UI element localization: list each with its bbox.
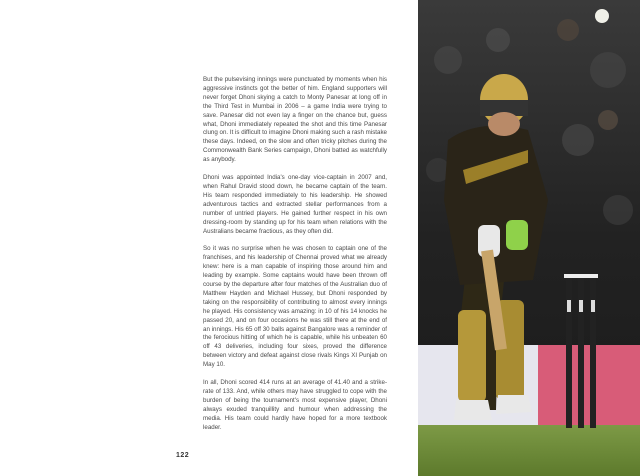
- paragraph: Dhoni was appointed India's one-day vice-captain in 2007 and, when Rahul Dravid stood down, he became captain of the team. His team responded immediately to his leadership. He showed adventurous tactics and extracted stellar performances from a number of untried players. He gained further respect in his own dressing-room by standing up for his team when relations with the Australians became fractious, as they often did.: [203, 174, 387, 235]
- paragraph: In all, Dhoni scored 414 runs at an average of 41.40 and a strike-rate of 133. And, while others may have struggled to cope with the burden of being the tournament's most expensive player, Dhoni always exuded tranquillity and humour when addressing the media. His team could hardly have hoped for a more textbook leader.: [203, 379, 387, 431]
- paragraph: So it was no surprise when he was chosen to captain one of the franchises, and his leadership of Chennai proved what we already knew: here is a man capable of inspiring those around him and leading by example. Some captains would have been thrown off course by the departure after four matches of the Australian duo of Matthew Hayden and Michael Hussey, but Dhoni responded by taking on the responsibility of contributing to almost every innings he played. His consistency was amazing: in 10 of his 14 knocks he passed 20, and on four occasions he was still there at the end of an innings. His 65 off 30 balls against Bangalore was a reminder of the ferocious hitting of which he is capable, while his unbeaten 60 off 43 deliveries, including four sixes, proved the difference between victory and defeat against close rivals Kings XI Punjab on May 10.: [203, 245, 387, 369]
- photo-illustration: [418, 0, 640, 476]
- stumps: [564, 274, 598, 428]
- pitch: [418, 425, 640, 476]
- ball: [595, 9, 609, 23]
- cricketer-photo: [418, 0, 640, 476]
- article-body: [203, 76, 387, 442]
- paragraph: But the pulsevising innings were punctuated by moments when his aggressive instincts got the better of him. England supporters will never forget Dhoni skying a catch to Monty Panesar at long off in the Third Test in Mumbai in 2006 – a game India were trying to save. Panesar did not even lay a finger on the chance but, guess what, Dhoni immediately repeated the shot and this time Panesar clung on. It is difficult to imagine Dhoni making such a rash mistake these days. Indeed, on the slow and often tricky pitches during the Commonwealth Bank Series campaign, Dhoni batted as watchfully as anybody.: [203, 76, 387, 164]
- page-number: 122: [176, 452, 190, 459]
